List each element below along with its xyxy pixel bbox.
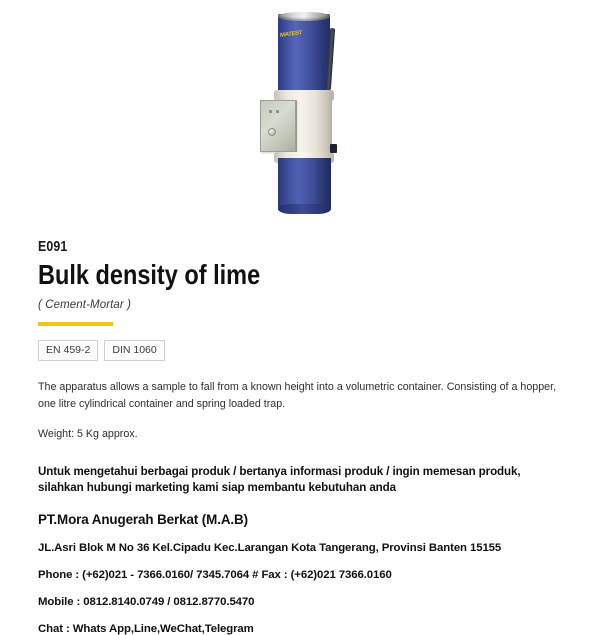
product-description: The apparatus allows a sample to fall from a known height into a volumetric container. Consisting of a hopper, one litre cylindrical container and spring loaded trap. [38, 380, 557, 411]
company-name: PT.Mora Anugerah Berkat (M.A.B) [38, 512, 248, 528]
status-badge: EN 459-2 [38, 340, 98, 361]
accent-divider [38, 322, 113, 326]
company-address: JL.Asri Blok M No 36 Kel.Cipadu Kec.Larangan Kota Tangerang, Provinsi Banten 15155 [38, 542, 502, 555]
screw-icon [276, 110, 279, 113]
spring-trap-tab [330, 144, 337, 153]
container-base [278, 204, 331, 214]
apparatus-illustration [258, 6, 354, 211]
product-details [0, 238, 600, 635]
company-mobile: Mobile : 0812.8140.0749 / 0812.8770.5470 [38, 596, 255, 609]
contact-section [38, 464, 562, 635]
product-code: E091 [38, 238, 68, 255]
hopper-metal-rim [278, 12, 330, 21]
brand-logo-text: MATEST [280, 30, 302, 39]
metal-bracket-box [260, 100, 296, 152]
standards-badge-group [38, 340, 562, 361]
page-title: Bulk density of lime [38, 259, 261, 290]
product-category: ( Cement-Mortar ) [38, 299, 132, 312]
company-chat: Chat : Whats App,Line,WeChat,Telegram [38, 623, 254, 635]
company-phone: Phone : (+62)021 - 7366.0160/ 7345.7064 # Fax : (+62)021 7366.0160 [38, 569, 392, 582]
knob-icon [268, 128, 276, 136]
status-badge: DIN 1060 [104, 340, 164, 361]
product-weight: Weight: 5 Kg approx. [38, 428, 138, 441]
product-image [0, 0, 600, 218]
contact-intro-text: Untuk mengetahui berbagai produk / bertanya informasi produk / ingin memesan produk, silahkan hubungi marketing kami siap membantu kebutuhan anda [38, 464, 521, 495]
screw-icon [269, 110, 272, 113]
